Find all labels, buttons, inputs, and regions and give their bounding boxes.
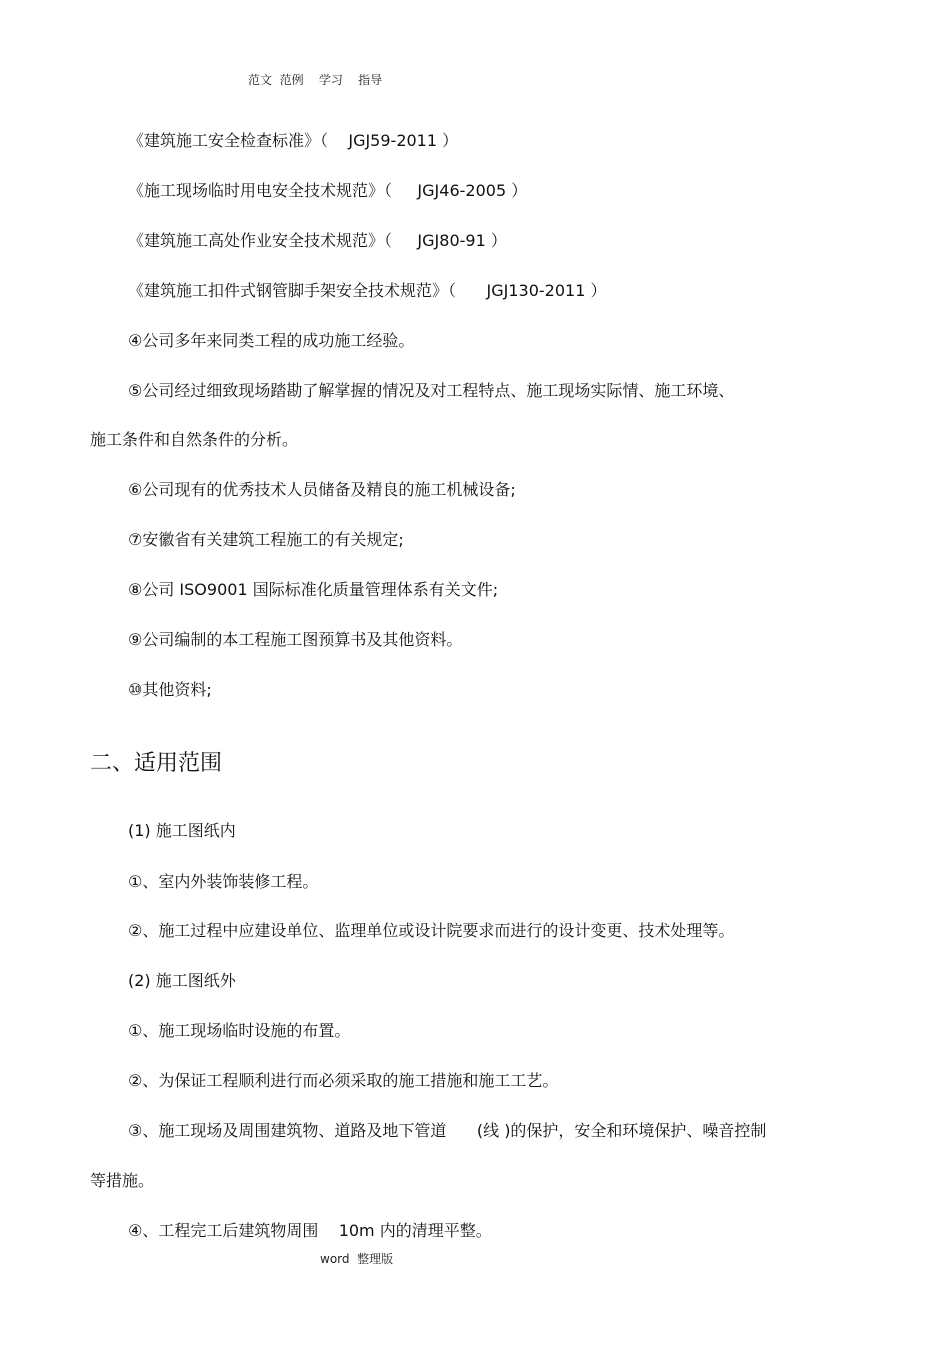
basis-item: ⑩其他资料; (128, 680, 212, 699)
basis-item: ⑤公司经过细致现场踏勘了解掌握的情况及对工程特点、施工现场实际情、施工环境、 (128, 381, 735, 400)
basis-item: ④公司多年来同类工程的成功施工经验。 (128, 331, 415, 350)
basis-item: ⑦安徽省有关建筑工程施工的有关规定; (128, 530, 404, 549)
reference-line: 《建筑施工安全检查标准》（ JGJ59-2011 ） (128, 131, 459, 150)
scope-item: ③、施工现场及周围建筑物、道路及地下管道 (线 )的保护，安全和环境保护、噪音控制 (128, 1121, 767, 1140)
reference-line: 《建筑施工扣件式钢管脚手架安全技术规范》（ JGJ130-2011 ） (128, 281, 607, 300)
scope-item: ①、施工现场临时设施的布置。 (128, 1021, 351, 1040)
reference-line: 《建筑施工高处作业安全技术规范》（ JGJ80-91 ） (128, 231, 507, 250)
reference-line: 《施工现场临时用电安全技术规范》（ JGJ46-2005 ） (128, 181, 528, 200)
scope-subheading: (1) 施工图纸内 (128, 821, 236, 840)
scope-item-continuation: 等措施。 (90, 1171, 155, 1190)
section-title: 二、适用范围 (90, 751, 223, 776)
scope-subheading: (2) 施工图纸外 (128, 971, 236, 990)
scope-item: ②、为保证工程顺利进行而必须采取的施工措施和施工工艺。 (128, 1071, 559, 1090)
page-header: 范文 范例 学习 指导 (248, 73, 383, 87)
basis-item: ⑧公司 ISO9001 国际标准化质量管理体系有关文件; (128, 580, 499, 599)
basis-item: ⑥公司现有的优秀技术人员储备及精良的施工机械设备; (128, 480, 516, 499)
page-footer: word 整理版 (320, 1252, 394, 1266)
scope-item: ④、工程完工后建筑物周围 10m 内的清理平整。 (128, 1221, 492, 1240)
scope-item: ②、施工过程中应建设单位、监理单位或设计院要求而进行的设计变更、技术处理等。 (128, 921, 735, 940)
basis-item: ⑨公司编制的本工程施工图预算书及其他资料。 (128, 630, 463, 649)
basis-item-continuation: 施工条件和自然条件的分析。 (90, 430, 299, 449)
scope-item: ①、室内外装饰装修工程。 (128, 872, 319, 891)
